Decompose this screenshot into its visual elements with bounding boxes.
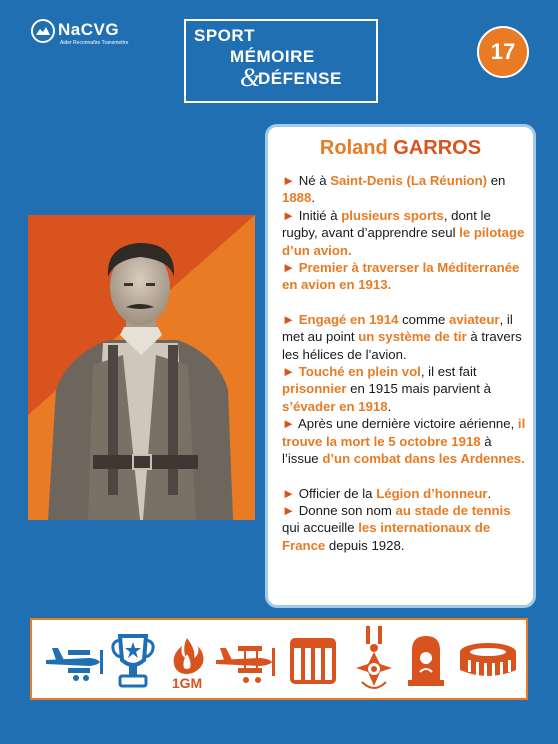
bullet-arrow-icon: ► bbox=[282, 416, 296, 432]
portrait-photo bbox=[28, 215, 255, 520]
biography-text bbox=[282, 172, 528, 554]
title-defense: DÉFENSE bbox=[258, 69, 342, 88]
bio-text: depuis 1928. bbox=[325, 537, 405, 553]
bio-text: Initié à bbox=[295, 207, 342, 223]
bullet-arrow-icon: ► bbox=[282, 485, 296, 501]
bio-text: à l’issue bbox=[282, 433, 492, 467]
bio-paragraph bbox=[282, 259, 528, 294]
icon-strip bbox=[30, 618, 528, 700]
bio-paragraph bbox=[282, 502, 528, 554]
highlight-text: Saint-Denis (La Réunion) bbox=[330, 173, 488, 188]
bio-paragraph bbox=[282, 363, 528, 415]
bio-paragraph bbox=[282, 172, 528, 207]
monument-icon bbox=[30, 18, 56, 44]
highlight-text: prisonnier bbox=[282, 381, 347, 397]
bio-paragraph bbox=[282, 207, 528, 259]
trophy-icon bbox=[110, 632, 156, 690]
bullet-arrow-icon: ► bbox=[282, 502, 296, 518]
bio-text: . bbox=[387, 398, 392, 414]
highlight-text: s’évader en 1918 bbox=[282, 398, 388, 414]
highlight-text: plusieurs sports bbox=[341, 207, 444, 223]
bio-text: comme bbox=[398, 311, 449, 327]
series-title bbox=[184, 19, 378, 103]
bio-text: . bbox=[487, 485, 492, 501]
highlight-text: Légion d’honneur bbox=[376, 485, 488, 501]
card-number-badge: 17 bbox=[477, 26, 529, 78]
bio-text: qui accueille bbox=[282, 520, 359, 536]
bio-paragraph bbox=[282, 311, 528, 363]
bullet-arrow-icon: ► bbox=[282, 260, 296, 276]
highlight-text: le pilotage d’un avion. bbox=[282, 225, 525, 258]
tombstone-icon bbox=[406, 632, 446, 688]
portrait-illustration bbox=[28, 215, 255, 520]
bullet-arrow-icon: ► bbox=[282, 173, 296, 188]
bio-text: Officier de la bbox=[295, 485, 377, 501]
bullet-arrow-icon: ► bbox=[282, 311, 296, 327]
stadium-icon bbox=[458, 640, 518, 682]
logo-tagline: Aider Reconnaître Transmettre bbox=[60, 40, 129, 46]
biography-panel bbox=[265, 124, 536, 608]
nacvg-logo bbox=[30, 18, 140, 48]
highlight-text: Engagé en 1914 bbox=[295, 311, 399, 327]
paragraph-gap bbox=[282, 294, 528, 311]
last-name: GARROS bbox=[393, 137, 482, 159]
first-name: Roland bbox=[319, 137, 388, 159]
blue-plane-icon bbox=[42, 642, 104, 682]
bio-paragraph bbox=[282, 415, 528, 467]
highlight-text: il trouve la mort le 5 octobre 1918 bbox=[282, 416, 526, 449]
legion-honneur-medal-icon bbox=[354, 624, 394, 696]
bullet-arrow-icon: ► bbox=[282, 364, 296, 380]
bio-text: Né à bbox=[295, 173, 331, 188]
bio-text: , dont le rugby, avant d’apprendre seul bbox=[282, 207, 491, 241]
logo-name: NaCVG bbox=[58, 20, 120, 39]
bio-text: en bbox=[487, 173, 506, 188]
orange-biplane-icon bbox=[212, 640, 276, 684]
highlight-text: 1888 bbox=[282, 190, 312, 206]
bio-text: , il met au point bbox=[282, 311, 513, 345]
bullet-arrow-icon: ► bbox=[282, 207, 296, 223]
bio-text: en 1915 mais parvient à bbox=[346, 381, 491, 397]
bio-paragraph bbox=[282, 485, 528, 502]
bio-text: à travers les hélices de l’avion. bbox=[282, 329, 522, 362]
highlight-text: au stade de tennis bbox=[395, 502, 511, 518]
highlight-text: Premier à traverser la Méditerranée en avion en 1913. bbox=[282, 260, 520, 293]
prison-bars-icon bbox=[290, 638, 336, 684]
person-name bbox=[268, 137, 533, 160]
bio-text: , il est fait bbox=[420, 364, 477, 380]
highlight-text: un système de tir bbox=[358, 329, 467, 345]
1gm-label: 1GM bbox=[171, 675, 203, 690]
highlight-text: les internationaux de France bbox=[282, 520, 491, 553]
title-sport: SPORT bbox=[194, 26, 256, 45]
highlight-text: Touché en plein vol bbox=[295, 364, 421, 380]
1gm-flame-icon bbox=[166, 636, 208, 690]
bio-text: Donne son nom bbox=[295, 502, 396, 518]
bio-text: Après une dernière victoire aérienne, bbox=[295, 416, 518, 432]
bio-text: . bbox=[311, 190, 316, 206]
paragraph-gap bbox=[282, 468, 528, 485]
title-ampersand: & bbox=[240, 63, 261, 92]
highlight-text: d’un combat dans les Ardennes. bbox=[322, 451, 525, 467]
highlight-text: aviateur bbox=[448, 311, 500, 327]
title-memoire: MÉMOIRE bbox=[230, 47, 315, 66]
